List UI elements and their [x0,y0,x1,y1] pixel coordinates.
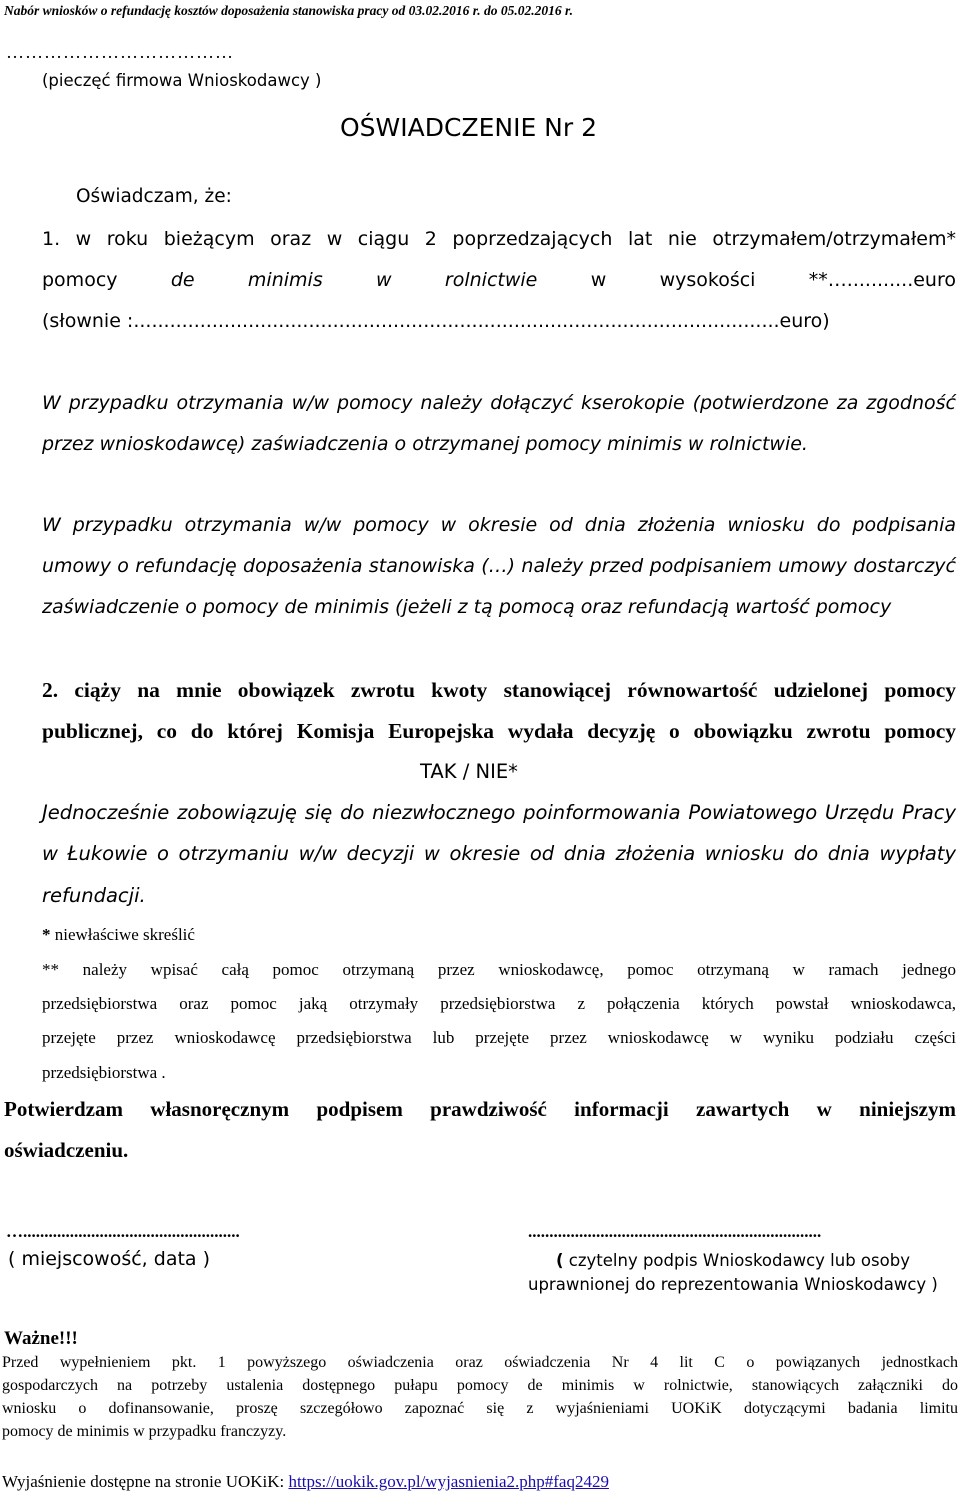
important-line4: pomocy de minimis w przypadku franczyzy. [2,1423,287,1440]
item1-line3-in-words: (słownie :...........................................................................................................euro) [42,310,830,332]
note2-line2: umowy o refundację doposażenia stanowiska (…) należy przed podpisaniem umowy dostarczyć [42,555,956,577]
footnote-strike-text: niewłaściwe skreślić [50,925,195,944]
important-heading: Ważne!!! [4,1328,78,1349]
signature-label-line2: uprawnionej do reprezentowania Wnioskodawcy ) [528,1275,938,1294]
important-line1: Przed wypełnieniem pkt. 1 powyższego oświadczenia oraz oświadczenia Nr 4 lit C o powiązanych jednostkach [2,1354,958,1371]
item2-line2: publicznej, co do której Komisja Europejska wydała decyzję o obowiązku zwrotu pomocy [42,719,956,743]
item1-word-wysokosci: wysokości [659,269,756,291]
item1-word-de: de [170,269,195,291]
intro-text: Oświadczam, że: [76,186,232,207]
confirmation-line1: Potwierdzam własnoręcznym podpisem prawdziwość informacji zawartych w niniejszym [4,1097,956,1121]
uokik-footer-prefix: Wyjaśnienie dostępne na stronie UOKiK: [2,1472,289,1491]
signature-dots: ..................................................................... [528,1222,822,1241]
item2-line1: 2. ciąży na mnie obowiązek zwrotu kwoty stanowiącej równowartość udzielonej pomocy [42,678,956,702]
signature-paren: ( [556,1251,564,1270]
commitment-line1: Jednocześnie zobowiązuję się do niezwłocznego poinformowania Powiatowego Urzędu Pracy [42,801,956,824]
document-title: OŚWIADCZENIE Nr 2 [340,113,598,142]
place-date-dots: …................................................... [6,1222,240,1241]
item1-word-rolnictwie: rolnictwie [444,269,538,291]
note1-line1: W przypadku otrzymania w/w pomocy należy dołączyć kserokopie (potwierdzone za zgodność [42,392,956,414]
item1-word-w: w [376,269,392,291]
important-line2: gospodarczych na potrzeby ustalenia dostępnego pułapu pomocy de minimis w rolnictwie, stanowiących załączniki do [2,1377,958,1394]
item1-word-w2: w [590,269,607,291]
document-header: Nabór wniosków o refundację kosztów doposażenia stanowiska pracy od 03.02.2016 r. do 05.02.2016 r. [4,3,573,18]
note2-line1: W przypadku otrzymania w/w pomocy w okresie od dnia złożenia wniosku do podpisania [42,514,956,536]
stamp-dots: ……………………………… [6,42,234,62]
uokik-link[interactable]: https://uokik.gov.pl/wyjasnienia2.php#faq2429 [288,1472,609,1491]
footnote2-line2: przedsiębiorstwa oraz pomoc jaką otrzymały przedsiębiorstwa z połączenia których powstał wnioskodawca, [42,994,956,1013]
footnote-strike [42,925,195,945]
confirmation-line2: oświadczeniu. [4,1138,129,1162]
item2-choice-tak-nie: TAK / NIE* [420,760,518,783]
note1-line2: przez wnioskodawcę) zaświadczenia o otrzymanej pomocy minimis w rolnictwie. [42,433,808,455]
important-line3: wniosku o dofinansowanie, proszę szczegółowo zapoznać się z wyjaśnieniami UOKiK dotyczącymi badania limitu [2,1400,958,1417]
footnote-star: * [42,925,51,944]
uokik-footer [2,1472,609,1492]
note2-line3: zaświadczenie o pomocy de minimis (jeżeli z tą pomocą oraz refundacją wartość pomocy [42,596,892,618]
signature-label-text: czytelny podpis Wnioskodawcy lub osoby [563,1251,910,1270]
item1-line1: 1. w roku bieżącym oraz w ciągu 2 poprzedzających lat nie otrzymałem/otrzymałem* [42,228,956,250]
signature-label-line1 [556,1251,910,1270]
commitment-line3: refundacji. [42,884,146,907]
item1-line2 [42,269,956,291]
stamp-label: (pieczęć firmowa Wnioskodawcy ) [42,71,322,90]
item1-word-minimis: minimis [247,269,323,291]
commitment-line2: w Łukowie o otrzymaniu w/w decyzji w okresie od dnia złożenia wniosku do dnia wypłaty [42,842,956,865]
item1-amount-field: **…...........euro [808,269,956,291]
item1-word-pomocy: pomocy [42,269,118,291]
footnote2-line1: ** należy wpisać całą pomoc otrzymaną przez wnioskodawcę, pomoc otrzymaną w ramach jednego [42,960,956,979]
footnote2-line3: przejęte przez wnioskodawcę przedsiębiorstwa lub przejęte przez wnioskodawcę w wyniku podziału części [42,1028,956,1047]
place-date-label: ( miejscowość, data ) [8,1248,211,1270]
footnote2-line4: przedsiębiorstwa . [42,1063,166,1082]
